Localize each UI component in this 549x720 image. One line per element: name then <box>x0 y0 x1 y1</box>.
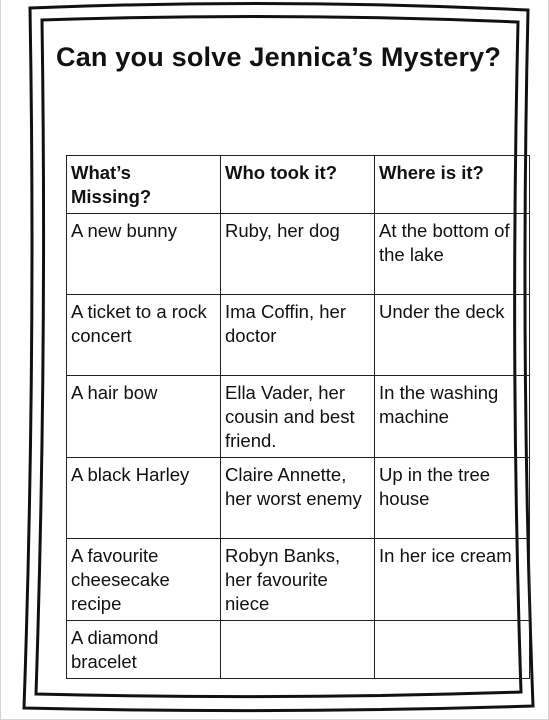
cell-where: Under the deck <box>375 295 530 376</box>
cell-who: Claire Annette, her worst enemy <box>221 458 375 539</box>
cell-missing: A favourite cheesecake recipe <box>67 539 221 621</box>
table-row <box>67 295 530 376</box>
cell-missing: A ticket to a rock concert <box>67 295 221 376</box>
cell-who <box>221 621 375 679</box>
table-header-row <box>67 156 530 214</box>
table-row <box>67 539 530 621</box>
cell-where: In the washing machine <box>375 376 530 458</box>
cell-where: Up in the tree house <box>375 458 530 539</box>
cell-missing: A diamond bracelet <box>67 621 221 679</box>
cell-where <box>375 621 530 679</box>
cell-where: At the bottom of the lake <box>375 214 530 295</box>
cell-missing: A new bunny <box>67 214 221 295</box>
cell-who: Ella Vader, her cousin and best friend. <box>221 376 375 458</box>
header-whats-missing: What’s Missing? <box>67 156 221 214</box>
header-where-is-it: Where is it? <box>375 156 530 214</box>
cell-who: Robyn Banks, her favourite niece <box>221 539 375 621</box>
mystery-table <box>66 155 530 679</box>
cell-missing: A hair bow <box>67 376 221 458</box>
table-row <box>67 214 530 295</box>
cell-where: In her ice cream <box>375 539 530 621</box>
cell-missing: A black Harley <box>67 458 221 539</box>
worksheet-title: Can you solve Jennica’s Mystery? <box>56 42 502 72</box>
table-row <box>67 376 530 458</box>
header-who-took-it: Who took it? <box>221 156 375 214</box>
cell-who: Ima Coffin, her doctor <box>221 295 375 376</box>
cell-who: Ruby, her dog <box>221 214 375 295</box>
table-row <box>67 621 530 679</box>
table-row <box>67 458 530 539</box>
